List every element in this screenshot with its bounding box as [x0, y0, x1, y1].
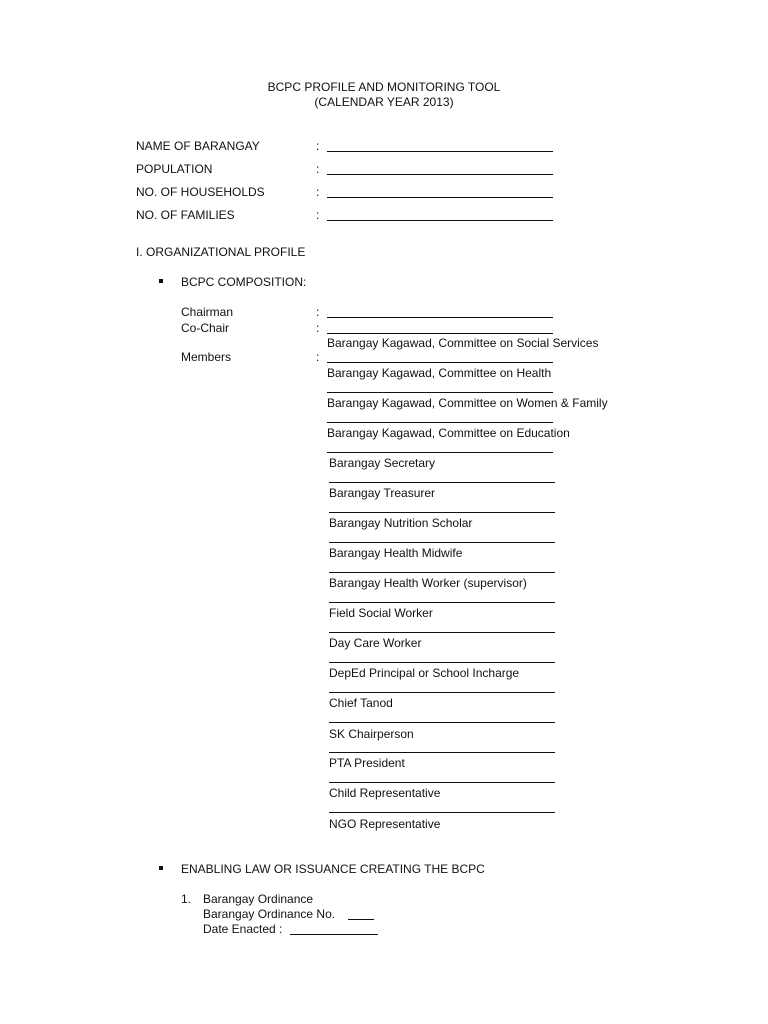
role-label: Child Representative — [329, 786, 441, 800]
households-field[interactable] — [327, 197, 553, 198]
date-enacted-label: Date Enacted : — [203, 922, 283, 936]
form-subtitle: (CALENDAR YEAR 2013) — [314, 95, 454, 109]
colon: : — [316, 208, 320, 222]
form-title: BCPC PROFILE AND MONITORING TOOL — [267, 80, 501, 94]
member-field[interactable] — [329, 662, 555, 663]
date-enacted-field[interactable] — [290, 934, 378, 935]
composition-heading: BCPC COMPOSITION: — [181, 275, 307, 289]
role-label: Barangay Kagawad, Committee on Health — [327, 366, 552, 380]
role-label: Barangay Treasurer — [329, 486, 436, 500]
colon: : — [316, 305, 320, 319]
role-label: Barangay Kagawad, Committee on Social Services — [327, 336, 599, 350]
member-field[interactable] — [327, 362, 553, 363]
member-field[interactable] — [329, 812, 555, 813]
population-label: POPULATION — [136, 162, 213, 176]
role-label: Barangay Nutrition Scholar — [329, 516, 473, 530]
colon: : — [316, 350, 320, 364]
role-label: Field Social Worker — [329, 606, 433, 620]
ordinance-title: Barangay Ordinance — [203, 892, 314, 906]
member-field[interactable] — [329, 722, 555, 723]
member-field[interactable] — [329, 752, 555, 753]
cochair-field[interactable] — [327, 333, 553, 334]
families-label: NO. OF FAMILIES — [136, 208, 235, 222]
members-label: Members — [181, 350, 232, 364]
role-label: SK Chairperson — [329, 727, 414, 741]
role-label: Barangay Health Midwife — [329, 546, 463, 560]
barangay-name-label: NAME OF BARANGAY — [136, 139, 260, 153]
population-field[interactable] — [327, 174, 553, 175]
role-label: Barangay Health Worker (supervisor) — [329, 576, 527, 590]
role-label: PTA President — [329, 756, 405, 770]
role-label: NGO Representative — [329, 817, 441, 831]
member-field[interactable] — [329, 482, 555, 483]
colon: : — [316, 162, 320, 176]
member-field[interactable] — [327, 452, 553, 453]
bullet-icon — [159, 866, 163, 870]
ordinance-no-label: Barangay Ordinance No. — [203, 907, 336, 921]
section-heading-organizational-profile: I. ORGANIZATIONAL PROFILE — [136, 245, 306, 259]
role-label: Barangay Secretary — [329, 456, 436, 470]
role-label: DepEd Principal or School Incharge — [329, 666, 520, 680]
member-field[interactable] — [329, 512, 555, 513]
member-field[interactable] — [327, 422, 553, 423]
enabling-law-heading: ENABLING LAW OR ISSUANCE CREATING THE BCPC — [181, 862, 485, 876]
bullet-icon — [159, 279, 163, 283]
chairman-field[interactable] — [327, 317, 553, 318]
member-field[interactable] — [329, 602, 555, 603]
role-label: Barangay Kagawad, Committee on Women & Family — [327, 396, 608, 410]
chairman-label: Chairman — [181, 305, 234, 319]
colon: : — [316, 139, 320, 153]
barangay-name-field[interactable] — [327, 151, 553, 152]
families-field[interactable] — [327, 220, 553, 221]
cochair-label: Co-Chair — [181, 321, 230, 335]
colon: : — [316, 185, 320, 199]
ordinance-no-field[interactable] — [348, 919, 374, 920]
role-label: Chief Tanod — [329, 696, 393, 710]
member-field[interactable] — [329, 632, 555, 633]
role-label: Barangay Kagawad, Committee on Education — [327, 426, 570, 440]
item-number: 1. — [181, 892, 192, 906]
colon: : — [316, 321, 320, 335]
member-field[interactable] — [327, 392, 553, 393]
member-field[interactable] — [329, 542, 555, 543]
member-field[interactable] — [329, 572, 555, 573]
role-label: Day Care Worker — [329, 636, 422, 650]
member-field[interactable] — [329, 782, 555, 783]
member-field[interactable] — [329, 692, 555, 693]
households-label: NO. OF HOUSEHOLDS — [136, 185, 265, 199]
